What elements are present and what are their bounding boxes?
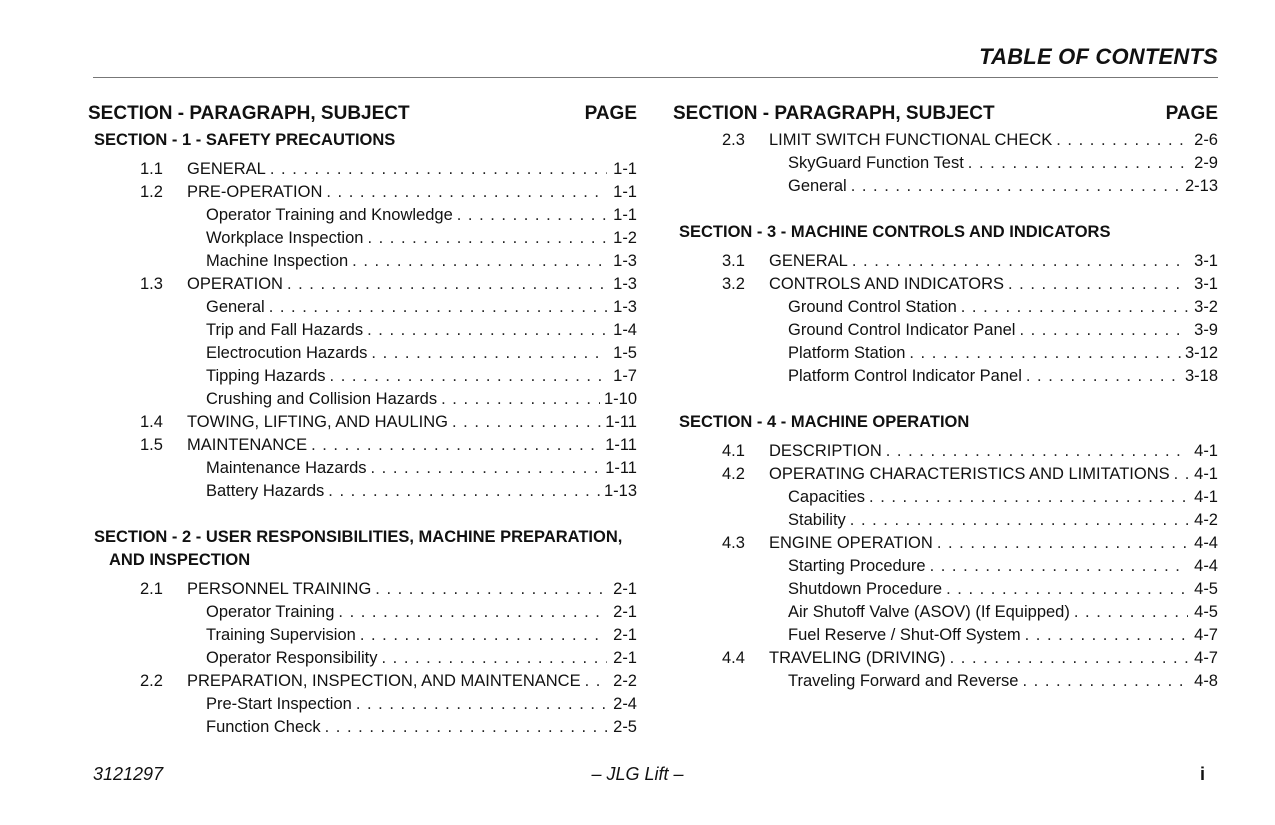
toc-section: [673, 411, 1218, 693]
entry-label: Shutdown Procedure: [788, 580, 943, 598]
toc-entry[interactable]: [673, 532, 1218, 555]
entry-label: Platform Control Indicator Panel: [788, 367, 1022, 385]
dot-leader: [886, 440, 1188, 463]
section-title-text: SECTION - 2 - USER RESPONSIBILITIES, MACHINE PREPARATION,: [94, 528, 623, 546]
entry-number: 2.3: [722, 131, 745, 149]
toc-entry[interactable]: [673, 319, 1218, 342]
entry-page: 1-7: [613, 367, 637, 385]
entry-label: Workplace Inspection: [206, 229, 364, 247]
toc-entry[interactable]: [88, 388, 637, 411]
toc-entry[interactable]: [673, 486, 1218, 509]
toc-entry[interactable]: [673, 365, 1218, 388]
right-sections: [673, 221, 1218, 693]
entry-number: 4.1: [722, 442, 745, 460]
column-header: [673, 100, 1218, 128]
section-title-text: SECTION - 3 - MACHINE CONTROLS AND INDICATORS: [679, 223, 1111, 241]
column-header-subject: SECTION - PARAGRAPH, SUBJECT: [88, 103, 410, 124]
entry-page: 3-1: [1194, 275, 1218, 293]
entry-list: [88, 158, 637, 503]
section-title: [88, 129, 637, 152]
left-sections: [88, 129, 637, 739]
toc-left-column: [88, 100, 637, 762]
entry-page: 2-1: [613, 626, 637, 644]
entry-label: Electrocution Hazards: [206, 344, 368, 362]
toc-entry[interactable]: [673, 624, 1218, 647]
dot-leader: [937, 532, 1188, 555]
entry-list: [88, 578, 637, 739]
toc-entry[interactable]: [673, 152, 1218, 175]
toc-right-column: [673, 100, 1218, 716]
entry-page: 2-1: [613, 649, 637, 667]
entry-label: Fuel Reserve / Shut-Off System: [788, 626, 1021, 644]
entry-page: 1-2: [613, 229, 637, 247]
section-title: [88, 526, 637, 572]
entry-list: [673, 129, 1218, 198]
entry-label: Traveling Forward and Reverse: [788, 672, 1019, 690]
dot-leader: [950, 647, 1188, 670]
entry-label: GENERAL: [769, 252, 848, 270]
entry-label: Maintenance Hazards: [206, 459, 367, 477]
toc-section: [88, 526, 637, 739]
section-title: [673, 221, 1218, 244]
entry-label: LIMIT SWITCH FUNCTIONAL CHECK: [769, 131, 1053, 149]
entry-page: 3-1: [1194, 252, 1218, 270]
entry-label: General: [788, 177, 847, 195]
section-title: [673, 411, 1218, 434]
dot-leader: [946, 578, 1188, 601]
toc-entry[interactable]: [673, 342, 1218, 365]
entry-label: Operator Training: [206, 603, 335, 621]
dot-leader: [270, 158, 607, 181]
entry-page: 4-8: [1194, 672, 1218, 690]
dot-leader: [457, 204, 607, 227]
entry-label: PRE-OPERATION: [187, 183, 323, 201]
entry-number: 1.1: [140, 160, 163, 178]
toc-entry[interactable]: [673, 250, 1218, 273]
section-continuation: [673, 129, 1218, 198]
entry-label: Operator Responsibility: [206, 649, 378, 667]
entry-label: Crushing and Collision Hazards: [206, 390, 438, 408]
dot-leader: [1174, 463, 1188, 486]
toc-entry[interactable]: [88, 457, 637, 480]
dot-leader: [1026, 365, 1181, 388]
entry-label: Tipping Hazards: [206, 367, 326, 385]
section-title-text: SECTION - 1 - SAFETY PRECAUTIONS: [94, 131, 396, 149]
entry-label: General: [206, 298, 265, 316]
entry-page: 1-11: [605, 413, 637, 431]
entry-label: MAINTENANCE: [187, 436, 308, 454]
entry-page: 2-6: [1194, 131, 1218, 149]
entry-list: [673, 440, 1218, 693]
dot-leader: [1019, 319, 1188, 342]
toc-entry[interactable]: [88, 365, 637, 388]
entry-page: 2-1: [613, 603, 637, 621]
entry-list: [673, 250, 1218, 388]
toc-section: [88, 129, 637, 503]
entry-page: 2-2: [613, 672, 637, 690]
dot-leader: [382, 647, 608, 670]
entry-page: 4-1: [1194, 442, 1218, 460]
entry-page: 1-13: [603, 482, 637, 500]
entry-label: Function Check: [206, 718, 321, 736]
dot-leader: [371, 342, 607, 365]
entry-number: 3.2: [722, 275, 745, 293]
toc-entry[interactable]: [673, 175, 1218, 198]
dot-leader: [367, 227, 607, 250]
dot-leader: [356, 693, 607, 716]
entry-page: 4-4: [1194, 557, 1218, 575]
entry-label: Ground Control Station: [788, 298, 957, 316]
entry-page: 4-5: [1194, 603, 1218, 621]
entry-page: 2-1: [613, 580, 637, 598]
toc-entry[interactable]: [88, 296, 637, 319]
entry-page: 1-11: [605, 436, 637, 454]
entry-page: 1-3: [613, 275, 637, 293]
toc-entry[interactable]: [673, 440, 1218, 463]
entry-label: Platform Station: [788, 344, 906, 362]
dot-leader: [585, 670, 607, 693]
column-header-page: PAGE: [584, 103, 637, 124]
entry-page: 4-5: [1194, 580, 1218, 598]
dot-leader: [1074, 601, 1188, 624]
toc-entry[interactable]: [88, 434, 637, 457]
entry-label: SkyGuard Function Test: [788, 154, 964, 172]
entry-page: 4-1: [1194, 488, 1218, 506]
entry-number: 1.3: [140, 275, 163, 293]
toc-entry[interactable]: [673, 509, 1218, 532]
entry-label: Air Shutoff Valve (ASOV) (If Equipped): [788, 603, 1070, 621]
entry-label: Operator Training and Knowledge: [206, 206, 453, 224]
toc-entry[interactable]: [88, 647, 637, 670]
toc-entry[interactable]: [88, 227, 637, 250]
entry-page: 1-1: [613, 160, 637, 178]
toc-entry[interactable]: [673, 273, 1218, 296]
entry-page: 1-1: [613, 183, 637, 201]
dot-leader: [851, 175, 1181, 198]
entry-label: ENGINE OPERATION: [769, 534, 933, 552]
toc-entry[interactable]: [88, 411, 637, 434]
entry-page: 4-4: [1194, 534, 1218, 552]
dot-leader: [269, 296, 607, 319]
entry-number: 4.3: [722, 534, 745, 552]
toc-entry[interactable]: [88, 601, 637, 624]
toc-entry[interactable]: [88, 624, 637, 647]
dot-leader: [352, 250, 607, 273]
footer-page-number: i: [1199, 764, 1205, 784]
dot-leader: [375, 578, 607, 601]
footer-document-number: 3121297: [93, 764, 164, 784]
toc-entry[interactable]: [88, 578, 637, 601]
dot-leader: [1025, 624, 1188, 647]
header-rule: [93, 77, 1218, 78]
dot-leader: [330, 365, 607, 388]
toc-entry[interactable]: [673, 647, 1218, 670]
toc-entry[interactable]: [88, 250, 637, 273]
entry-page: 3-9: [1194, 321, 1218, 339]
toc-entry[interactable]: [88, 342, 637, 365]
dot-leader: [961, 296, 1188, 319]
toc-entry[interactable]: [673, 578, 1218, 601]
entry-label: Battery Hazards: [206, 482, 325, 500]
toc-entry[interactable]: [88, 319, 637, 342]
dot-leader: [325, 716, 607, 739]
dot-leader: [441, 388, 600, 411]
entry-label: Stability: [788, 511, 846, 529]
entry-number: 1.5: [140, 436, 163, 454]
entry-number: 1.2: [140, 183, 163, 201]
toc-entry[interactable]: [673, 129, 1218, 152]
dot-leader: [360, 624, 607, 647]
dot-leader: [930, 555, 1188, 578]
entry-page: 2-5: [613, 718, 637, 736]
entry-page: 1-4: [613, 321, 637, 339]
toc-entry[interactable]: [673, 601, 1218, 624]
entry-label: Pre-Start Inspection: [206, 695, 352, 713]
column-header-subject: SECTION - PARAGRAPH, SUBJECT: [673, 103, 995, 124]
dot-leader: [287, 273, 607, 296]
entry-page: 3-18: [1184, 367, 1218, 385]
entry-label: Ground Control Indicator Panel: [788, 321, 1016, 339]
toc-entry[interactable]: [673, 555, 1218, 578]
column-header-page: PAGE: [1165, 103, 1218, 124]
toc-entry[interactable]: [673, 296, 1218, 319]
toc-entry[interactable]: [88, 204, 637, 227]
entry-label: GENERAL: [187, 160, 266, 178]
dot-leader: [311, 434, 601, 457]
toc-entry[interactable]: [88, 480, 637, 503]
entry-page: 1-11: [605, 459, 637, 477]
dot-leader: [909, 342, 1181, 365]
entry-number: 2.1: [140, 580, 163, 598]
entry-page: 4-1: [1194, 465, 1218, 483]
entry-page: 2-13: [1184, 177, 1218, 195]
toc-entry[interactable]: [88, 716, 637, 739]
entry-number: 2.2: [140, 672, 163, 690]
entry-label: Trip and Fall Hazards: [206, 321, 364, 339]
entry-page: 4-7: [1194, 649, 1218, 667]
entry-page: 4-2: [1194, 511, 1218, 529]
entry-page: 1-1: [613, 206, 637, 224]
dot-leader: [338, 601, 607, 624]
entry-number: 4.2: [722, 465, 745, 483]
dot-leader: [869, 486, 1188, 509]
entry-label: Machine Inspection: [206, 252, 349, 270]
dot-leader: [1008, 273, 1188, 296]
entry-label: CONTROLS AND INDICATORS: [769, 275, 1005, 293]
entry-label: TRAVELING (DRIVING): [769, 649, 946, 667]
entry-label: OPERATING CHARACTERISTICS AND LIMITATIONS: [769, 465, 1170, 483]
dot-leader: [371, 457, 602, 480]
page-title: TABLE OF CONTENTS: [979, 44, 1218, 69]
toc-entry[interactable]: [88, 181, 637, 204]
entry-number: 1.4: [140, 413, 163, 431]
entry-label: PREPARATION, INSPECTION, AND MAINTENANCE: [187, 672, 581, 690]
dot-leader: [1022, 670, 1188, 693]
toc-entry[interactable]: [88, 158, 637, 181]
entry-page: 1-10: [603, 390, 637, 408]
toc-section: [673, 221, 1218, 388]
column-header: [88, 100, 637, 128]
dot-leader: [1056, 129, 1188, 152]
entry-label: Starting Procedure: [788, 557, 926, 575]
entry-page: 1-5: [613, 344, 637, 362]
entry-label: OPERATION: [187, 275, 283, 293]
entry-number: 3.1: [722, 252, 745, 270]
entry-label: TOWING, LIFTING, AND HAULING: [187, 413, 448, 431]
toc-entry[interactable]: [88, 670, 637, 693]
entry-label: Capacities: [788, 488, 866, 506]
entry-number: 4.4: [722, 649, 745, 667]
entry-label: PERSONNEL TRAINING: [187, 580, 372, 598]
dot-leader: [452, 411, 601, 434]
dot-leader: [968, 152, 1188, 175]
section-title-text: SECTION - 4 - MACHINE OPERATION: [679, 413, 970, 431]
dot-leader: [328, 480, 600, 503]
entry-page: 1-3: [613, 298, 637, 316]
dot-leader: [852, 250, 1188, 273]
dot-leader: [850, 509, 1188, 532]
toc-entry[interactable]: [673, 463, 1218, 486]
toc-entry[interactable]: [88, 693, 637, 716]
section-title-continued: AND INSPECTION: [109, 551, 251, 569]
dot-leader: [326, 181, 607, 204]
toc-entry[interactable]: [673, 670, 1218, 693]
entry-page: 3-12: [1184, 344, 1218, 362]
entry-page: 1-3: [613, 252, 637, 270]
entry-page: 2-4: [613, 695, 637, 713]
entry-label: DESCRIPTION: [769, 442, 882, 460]
footer-brand: – JLG Lift –: [591, 764, 684, 784]
entry-page: 4-7: [1194, 626, 1218, 644]
toc-entry[interactable]: [88, 273, 637, 296]
dot-leader: [367, 319, 607, 342]
entry-page: 2-9: [1194, 154, 1218, 172]
entry-page: 3-2: [1194, 298, 1218, 316]
entry-label: Training Supervision: [206, 626, 356, 644]
